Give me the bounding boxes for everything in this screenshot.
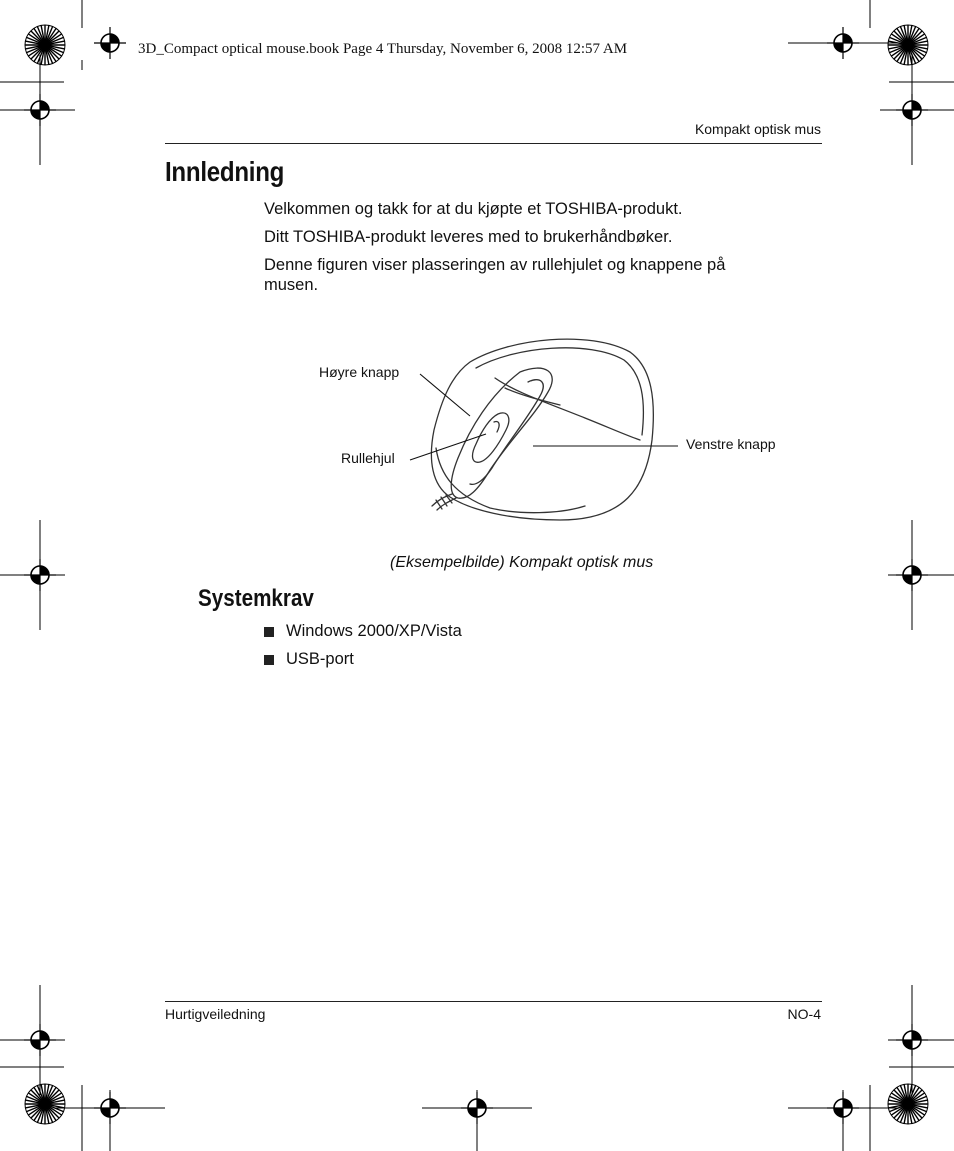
intro-paragraph: Denne figuren viser plasseringen av rullehjulet og knappene på musen. (264, 256, 726, 294)
intro-paragraph: Velkommen og takk for at du kjøpte et TOSHIBA-produkt. (264, 200, 683, 218)
print-slug-line: 3D_Compact optical mouse.book Page 4 Thursday, November 6, 2008 12:57 AM (138, 41, 628, 57)
requirement-list-item (264, 650, 354, 669)
requirement-list-item (264, 622, 462, 641)
section-heading-requirements: Systemkrav (198, 585, 314, 612)
callout-left-button: Venstre knapp (686, 436, 776, 452)
running-header: Kompakt optisk mus (694, 121, 821, 137)
square-bullet-icon (264, 627, 274, 637)
footer-rule (165, 1001, 822, 1002)
intro-paragraph: Ditt TOSHIBA-produkt leveres med to brukerhåndbøker. (264, 228, 673, 246)
page-number: NO-4 (787, 1006, 821, 1022)
section-heading-intro: Innledning (165, 156, 285, 187)
callout-scroll-wheel: Rullehjul (341, 450, 395, 466)
figure-caption: (Eksempelbilde) Kompakt optisk mus (390, 554, 654, 571)
square-bullet-icon (264, 655, 274, 665)
footer-left-text: Hurtigveiledning (165, 1006, 266, 1022)
requirement-text: USB-port (286, 650, 354, 668)
requirement-text: Windows 2000/XP/Vista (286, 622, 462, 640)
callout-right-button: Høyre knapp (319, 364, 400, 380)
